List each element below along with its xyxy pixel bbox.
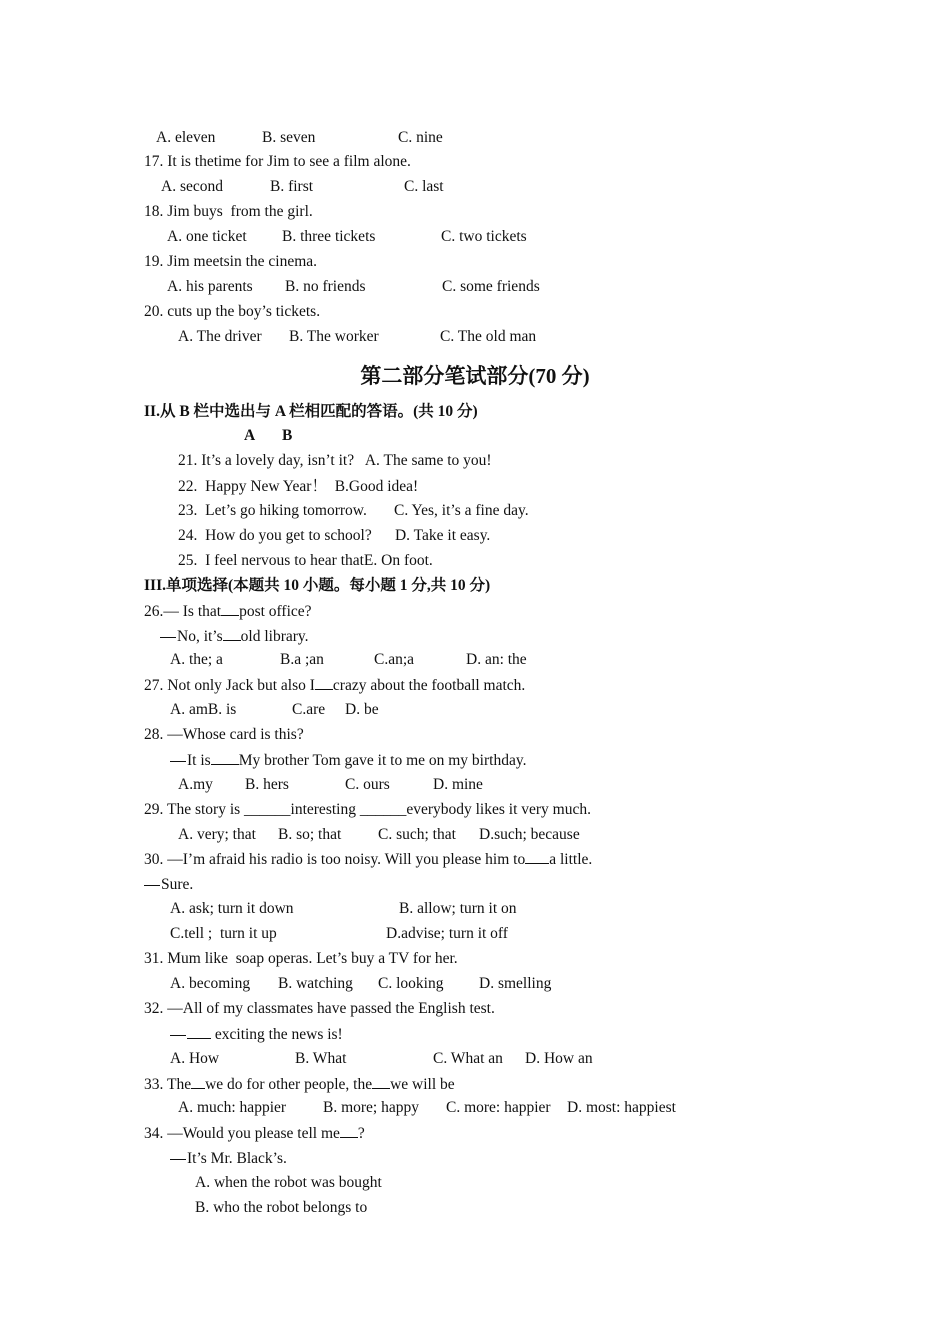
q32-option-b: B. What bbox=[295, 1050, 347, 1067]
section3-heading: III.单项选择(本题共 10 小题。每小题 1 分,共 10 分) bbox=[144, 577, 491, 594]
q18-option-b: B. three tickets bbox=[282, 228, 376, 245]
q26-line1-end: post office? bbox=[239, 603, 312, 620]
q16-option-c: C. nine bbox=[398, 129, 443, 146]
q27-option-ab: A. amB. is bbox=[170, 701, 237, 718]
q30-line1 bbox=[144, 849, 592, 870]
q28-line2-end: My brother Tom gave it to me on my birthday. bbox=[238, 752, 527, 769]
q16-option-b: B. seven bbox=[262, 129, 316, 146]
q33-option-d: D. most: happiest bbox=[567, 1099, 676, 1116]
q32-line1: 32. —All of my classmates have passed the English test. bbox=[144, 1000, 495, 1017]
q20-option-c: C. The old man bbox=[440, 328, 537, 345]
q34-line1 bbox=[144, 1123, 365, 1144]
q30-line2 bbox=[144, 875, 193, 895]
match-item-21: 21. It’s a lovely day, isn’t it? A. The same to you! bbox=[178, 452, 492, 469]
q28-option-b: B. hers bbox=[245, 776, 289, 793]
dash-mark bbox=[170, 1035, 186, 1036]
q34-line1-end: ? bbox=[357, 1125, 365, 1142]
q29-option-a: A. very; that bbox=[178, 826, 256, 843]
q26-option-a: A. the; a bbox=[170, 651, 223, 668]
q33-line1-start: 33. The bbox=[144, 1076, 192, 1093]
q26-option-d: D. an: the bbox=[466, 651, 527, 668]
q32-line2-text: exciting the news is! bbox=[211, 1026, 343, 1043]
answer-blank bbox=[525, 849, 549, 864]
q31-line1: 31. Mum like soap operas. Let’s buy a TV for her. bbox=[144, 950, 458, 967]
column-a-label: A bbox=[244, 427, 256, 444]
section2-heading: II.从 B 栏中选出与 A 栏相匹配的答语。(共 10 分) bbox=[144, 403, 478, 420]
q30-line1-start: 30. —I’m afraid his radio is too noisy. Will you please him to bbox=[144, 851, 526, 868]
q27-option-d: D. be bbox=[345, 701, 379, 718]
q33-line1-mid: we do for other people, the bbox=[205, 1076, 373, 1093]
answer-blank bbox=[223, 626, 241, 641]
part2-title: 第二部分笔试部分(70 分) bbox=[360, 364, 590, 388]
q30-option-c: C.tell ; turn it up bbox=[170, 925, 277, 942]
q32-line2 bbox=[170, 1024, 343, 1045]
q32-option-c: C. What an bbox=[433, 1050, 503, 1067]
q34-option-a: A. when the robot was bought bbox=[195, 1174, 382, 1191]
q30-line1-end: a little. bbox=[549, 851, 593, 868]
q17-option-b: B. first bbox=[270, 178, 314, 195]
q34-line2 bbox=[170, 1149, 287, 1169]
q31-option-a: A. becoming bbox=[170, 975, 251, 992]
q20-option-a: A. The driver bbox=[178, 328, 262, 345]
q31-option-b: B. watching bbox=[278, 975, 353, 992]
column-b-label: B bbox=[282, 427, 293, 444]
dash-mark bbox=[170, 761, 186, 762]
answer-blank bbox=[340, 1123, 358, 1138]
match-item-22: 22. Happy New Year！ B.Good idea! bbox=[178, 478, 419, 495]
q26-option-c: C.an;a bbox=[374, 651, 415, 668]
q17-option-a: A. second bbox=[161, 178, 223, 195]
q28-line2 bbox=[170, 750, 526, 771]
q33-option-b: B. more; happy bbox=[323, 1099, 419, 1116]
q32-option-a: A. How bbox=[170, 1050, 220, 1067]
q34-option-b: B. who the robot belongs to bbox=[195, 1199, 368, 1216]
q27-line1-start: 27. Not only Jack but also I bbox=[144, 677, 315, 694]
q30-option-a: A. ask; turn it down bbox=[170, 900, 294, 917]
q19-stem: 19. Jim meetsin the cinema. bbox=[144, 253, 318, 270]
q18-option-c: C. two tickets bbox=[441, 228, 527, 245]
answer-blank bbox=[211, 750, 239, 765]
q16-option-a: A. eleven bbox=[156, 129, 216, 146]
q19-option-a: A. his parents bbox=[167, 278, 253, 295]
q30-option-b: B. allow; turn it on bbox=[399, 900, 517, 917]
q20-option-b: B. The worker bbox=[289, 328, 379, 345]
q27-line1 bbox=[144, 675, 525, 696]
dash-mark bbox=[160, 637, 176, 638]
q28-option-c: C. ours bbox=[345, 776, 390, 793]
q28-option-d: D. mine bbox=[433, 776, 483, 793]
answer-blank bbox=[221, 601, 239, 616]
q33-option-a: A. much: happier bbox=[178, 1099, 287, 1116]
q26-line2 bbox=[160, 626, 309, 647]
dash-mark bbox=[170, 1159, 186, 1160]
q26-line2-start: No, it’s bbox=[177, 628, 223, 645]
q30-option-d: D.advise; turn it off bbox=[386, 925, 508, 942]
q19-option-b: B. no friends bbox=[285, 278, 366, 295]
q18-stem: 18. Jim buys from the girl. bbox=[144, 203, 313, 220]
answer-blank bbox=[372, 1074, 390, 1089]
q34-line1-start: 34. —Would you please tell me bbox=[144, 1125, 340, 1142]
q28-line2-start: It is bbox=[187, 752, 211, 769]
q28-line1: 28. —Whose card is this? bbox=[144, 726, 304, 743]
q26-line1 bbox=[144, 601, 312, 622]
q34-line2-text: It’s Mr. Black’s. bbox=[187, 1150, 287, 1167]
q33-option-c: C. more: happier bbox=[446, 1099, 551, 1116]
answer-blank bbox=[187, 1024, 211, 1039]
q28-option-a: A.my bbox=[178, 776, 213, 793]
q31-option-d: D. smelling bbox=[479, 975, 552, 992]
q30-line2-text: Sure. bbox=[161, 876, 194, 893]
q29-option-d: D.such; because bbox=[479, 826, 580, 843]
q18-option-a: A. one ticket bbox=[167, 228, 247, 245]
match-item-24: 24. How do you get to school? D. Take it easy. bbox=[178, 527, 491, 544]
q17-stem: 17. It is thetime for Jim to see a film alone. bbox=[144, 153, 411, 170]
q20-stem: 20. cuts up the boy’s tickets. bbox=[144, 303, 321, 320]
q32-option-d: D. How an bbox=[525, 1050, 593, 1067]
dash-mark bbox=[144, 885, 160, 886]
q31-option-c: C. looking bbox=[378, 975, 444, 992]
q29-option-c: C. such; that bbox=[378, 826, 456, 843]
q17-option-c: C. last bbox=[404, 178, 444, 195]
q33-line1 bbox=[144, 1074, 455, 1095]
q33-line1-end: we will be bbox=[390, 1076, 455, 1093]
answer-blank bbox=[315, 675, 333, 690]
q26-line1-start: 26.— Is that bbox=[144, 603, 222, 620]
q26-line2-end: old library. bbox=[240, 628, 309, 645]
q29-line1: 29. The story is ______interesting ______everybody likes it very much. bbox=[144, 801, 591, 818]
q27-line1-end: crazy about the football match. bbox=[332, 677, 526, 694]
match-item-25: 25. I feel nervous to hear thatE. On foot. bbox=[178, 552, 433, 569]
q27-option-c: C.are bbox=[292, 701, 326, 718]
q26-option-b: B.a ;an bbox=[280, 651, 324, 668]
match-item-23: 23. Let’s go hiking tomorrow. C. Yes, it’s a fine day. bbox=[178, 502, 529, 519]
q29-option-b: B. so; that bbox=[278, 826, 342, 843]
answer-blank bbox=[191, 1074, 205, 1089]
q19-option-c: C. some friends bbox=[442, 278, 540, 295]
